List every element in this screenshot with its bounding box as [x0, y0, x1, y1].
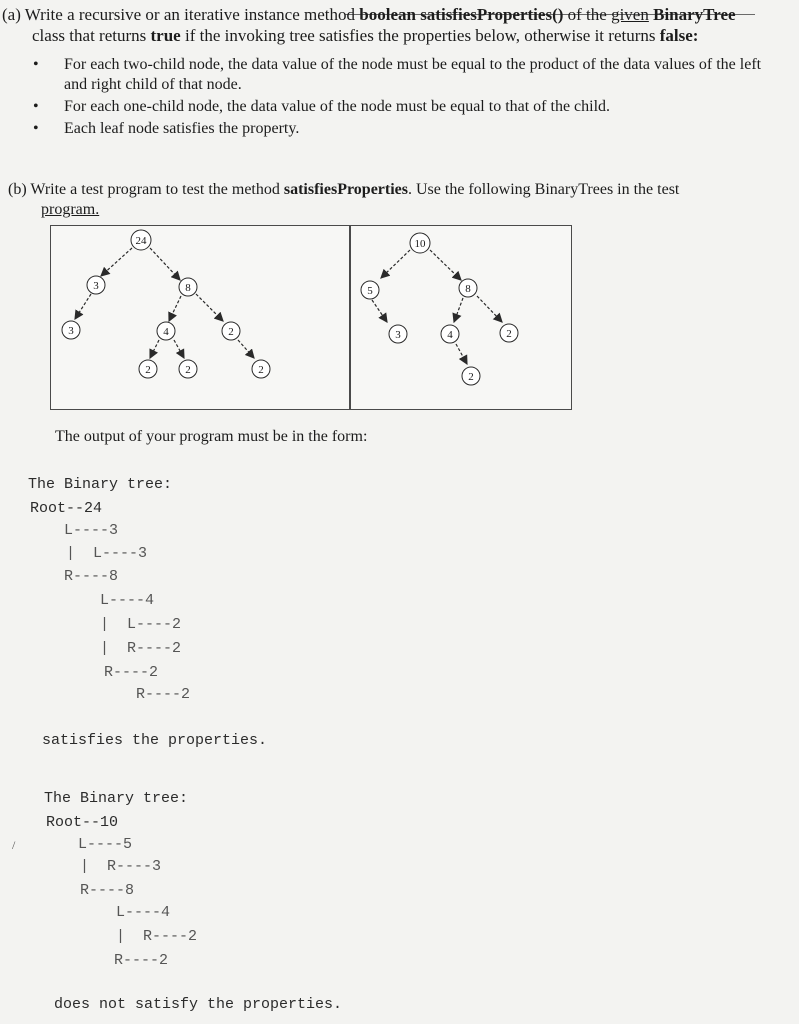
tree2-node-rl-label: 4: [447, 329, 453, 341]
tree1-node-l-label: 3: [93, 280, 99, 292]
property-bullet-1: • For each two-child node, the data value of the node must be equal to the product of the data values of the left and right child of that node.: [30, 55, 770, 95]
output2-line-1: Root--10: [46, 814, 119, 831]
tree1-node-rll-label: 2: [145, 364, 151, 376]
tree2-node-l-label: 5: [367, 285, 373, 297]
output1-line-3: | L----3: [66, 545, 148, 562]
tree1-node-rr: [222, 322, 240, 340]
output1-line-5: L----4: [100, 592, 155, 609]
binary-trees-figure: [50, 225, 572, 410]
tree1-node-l: [87, 276, 105, 294]
tree2-node-r-label: 8: [465, 283, 471, 295]
property-bullet-2: • For each one-child node, the data value of the node must be equal to that of the child.: [30, 97, 770, 117]
part-a-text-1: (a) Write a recursive or an iterative instance method: [2, 5, 356, 24]
tree1-node-rll: [139, 360, 157, 378]
tree2-edge-5-3: [372, 300, 387, 322]
true-word: true: [150, 26, 181, 45]
tree1-node-root: [131, 230, 151, 250]
output2-line-4: R----8: [80, 882, 135, 899]
tree2-edge-10-5: [381, 250, 410, 278]
tree2-node-lr: [389, 325, 407, 343]
tree1-node-rl: [157, 322, 175, 340]
tree1-node-rr-label: 2: [228, 326, 234, 338]
class-name: BinaryTree: [653, 5, 736, 24]
margin-mark: /: [12, 838, 16, 852]
part-a-heading: (a) Write a recursive or an iterative instance method boolean satisfiesProperties() of the given BinaryTree class that returns true if the invoking tree satisfies the properties below, otherwise it returns false:: [2, 5, 736, 45]
tree2-node-rl: [441, 325, 459, 343]
output2-result: does not satisfy the properties.: [54, 996, 343, 1013]
output2-line-6: | R----2: [116, 928, 198, 945]
tree2-node-rlr-label: 2: [468, 371, 474, 383]
tree1-edge-4-2b: [174, 340, 184, 358]
output1-result: satisfies the properties.: [42, 732, 268, 749]
output1-line-1: Root--24: [30, 500, 103, 517]
tree1-node-r: [179, 278, 197, 296]
tree2-node-lr-label: 3: [395, 329, 401, 341]
part-b-text-3: program.: [41, 201, 100, 218]
part-a-text-3: class that returns: [32, 26, 147, 45]
output2-line-5: L----4: [116, 904, 171, 921]
output1-line-8: R----2: [104, 664, 159, 681]
tree1-edge-3-3: [75, 294, 91, 319]
tree2-node-r: [459, 279, 477, 297]
output1-line-9: R----2: [136, 686, 191, 703]
tree2-node-rr: [500, 324, 518, 342]
tree1-node-rlr: [179, 360, 197, 378]
output1-header: The Binary tree:: [28, 476, 173, 493]
tree2-edge-8-4: [454, 298, 463, 322]
tree2-node-l: [361, 281, 379, 299]
tree1-edge-4-2a: [150, 340, 159, 358]
tree2-edge-4-2: [456, 344, 467, 364]
tree2-edge-8-2: [477, 296, 502, 322]
given-word: given: [611, 5, 649, 24]
tree2-edge-10-8: [430, 250, 461, 280]
output1-line-2: L----3: [64, 522, 119, 539]
trees-svg: [51, 226, 571, 409]
tree2-node-rlr: [462, 367, 480, 385]
tree1-node-rl-label: 4: [163, 326, 169, 338]
tree1-node-r-label: 8: [185, 282, 191, 294]
output2-line-2: L----5: [78, 836, 133, 853]
output1-line-7: | R----2: [100, 640, 182, 657]
output-instructions: The output of your program must be in the form:: [55, 428, 368, 445]
part-b-text-1: (b) Write a test program to test the method: [8, 181, 280, 198]
tree1-node-rlr-label: 2: [185, 364, 191, 376]
tree1-edge-2-2: [238, 340, 254, 358]
output2-line-3: | R----3: [80, 858, 162, 875]
tree2-node-root-label: 10: [414, 238, 426, 250]
tree1-edge-8-4: [169, 296, 181, 321]
part-b-method: satisfiesProperties: [283, 181, 408, 198]
output1-line-6: | L----2: [100, 616, 182, 633]
tree1-node-ll-label: 3: [68, 325, 74, 337]
part-a-text-2: of the: [567, 5, 607, 24]
part-b-heading: [8, 180, 778, 220]
tree1-edge-8-2: [196, 294, 223, 321]
tree2-node-root: [410, 233, 430, 253]
tree1-node-root-label: 24: [135, 235, 147, 247]
property-bullet-3: • Each leaf node satisfies the property.: [30, 119, 770, 139]
tree1-node-rrr-label: 2: [258, 364, 264, 376]
part-b-text-2: . Use the following BinaryTrees in the test: [408, 181, 680, 198]
tree1-edge-24-8: [150, 248, 180, 280]
output2-header: The Binary tree:: [44, 790, 189, 807]
output2-line-7: R----2: [114, 952, 169, 969]
tree2-node-rr-label: 2: [506, 328, 512, 340]
tree1-node-rrr: [252, 360, 270, 378]
tree1-node-ll: [62, 321, 80, 339]
output1-line-4: R----8: [64, 568, 119, 585]
false-word: false: [659, 26, 693, 45]
tree1-edge-24-3: [101, 248, 132, 276]
property-list: [30, 55, 770, 141]
part-a-text-4: if the invoking tree satisfies the properties below, otherwise it returns: [184, 26, 656, 45]
method-signature: boolean satisfiesProperties(): [359, 5, 564, 24]
